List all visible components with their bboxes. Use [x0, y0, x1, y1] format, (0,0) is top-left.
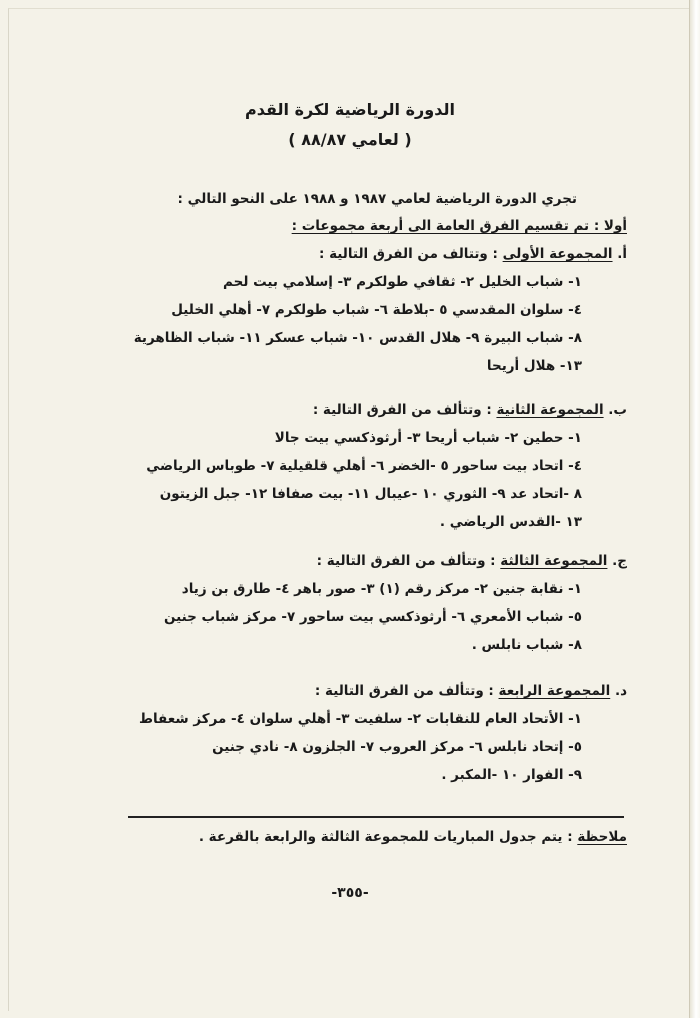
team-line: ٤- اتحاد بيت ساحور ٥ -الخضر ٦- أهلي قلقيلية ٧- طوباس الرياضي: [146, 458, 582, 474]
team-line: ١- حطين ٢- شباب أريحا ٣- أرثوذكسي بيت جالا: [274, 430, 582, 446]
group-suffix: : وتتألف من الفرق التالية :: [314, 683, 494, 699]
page-edge: [689, 0, 700, 1018]
group-suffix: : وتتألف من الفرق التالية :: [312, 402, 492, 418]
team-line: ٨ -اتحاد عد ٩- الثوري ١٠ -عيبال ١١- بيت صفافا ١٢- جبل الزيتون: [159, 486, 582, 502]
group-title: المجموعة الثالثة: [500, 553, 608, 569]
intro-text: تجري الدورة الرياضية لعامي ١٩٨٧ و ١٩٨٨ على النحو التالي :: [177, 191, 577, 207]
team-line: ١٣- هلال أريحا: [486, 358, 582, 374]
group-suffix: : وتتألف من الفرق التالية :: [316, 553, 496, 569]
group-title: المجموعة الثانية: [496, 402, 604, 418]
group-prefix: ج.: [612, 553, 627, 569]
group-heading-a: [319, 246, 627, 262]
group-title: المجموعة الرابعة: [498, 683, 611, 699]
note-label: ملاحظة: [577, 829, 627, 845]
team-line: ١- شباب الخليل ٢- ثقافي طولكرم ٣- إسلامي بيت لحم: [223, 274, 582, 290]
separator-line: [128, 816, 624, 818]
team-line: ٨- شباب البيرة ٩- هلال القدس ١٠- شباب عسكر ١١- شباب الظاهرية: [133, 330, 582, 346]
team-line: ٥- إتحاد نابلس ٦- مركز العروب ٧- الجلزون ٨- نادي جنين: [212, 739, 582, 755]
group-title: المجموعة الأولى: [502, 246, 613, 262]
team-line: ١٣ -القدس الرياضي .: [439, 514, 582, 530]
team-line: ٨- شباب نابلس .: [471, 637, 582, 653]
group-prefix: ب.: [608, 402, 627, 418]
team-line: ١- الأتحاد العام للنقابات ٢- سلفيت ٣- أهلي سلوان ٤- مركز شعفاط: [138, 711, 582, 727]
note-text: : يتم جدول المباريات للمجموعة الثالثة والرابعة بالقرعة .: [198, 829, 573, 845]
team-line: ٥- شباب الأمعري ٦- أرثوذكسي بيت ساحور ٧- مركز شباب جنين: [163, 609, 582, 625]
section-first-label: أولا : تم تقسيم الفرق العامة الى أربعة مجموعات :: [291, 218, 627, 234]
document-title: الدورة الرياضية لكرة القدم: [245, 100, 455, 119]
group-prefix: أ.: [617, 246, 627, 262]
document-page: [8, 8, 691, 1011]
group-prefix: د.: [614, 683, 627, 699]
group-heading-d: [315, 683, 627, 699]
page-number: -٣٥٥-: [331, 885, 369, 901]
group-heading-b: [313, 402, 627, 418]
team-line: ٤- سلوان المقدسي ٥ -بلاطة ٦- شباب طولكرم ٧- أهلي الخليل: [171, 302, 582, 318]
note-line: [199, 829, 627, 845]
group-heading-c: [317, 553, 627, 569]
team-line: ١- نقابة جنين ٢- مركز رقم (١) ٣- صور باهر ٤- طارق بن زياد: [181, 581, 582, 597]
team-line: ٩- الفوار ١٠ -المكبر .: [441, 767, 582, 783]
document-subtitle: ( لعامي ٨٨/٨٧ ): [288, 130, 412, 149]
group-suffix: : وتتالف من الفرق التالية :: [319, 246, 498, 262]
